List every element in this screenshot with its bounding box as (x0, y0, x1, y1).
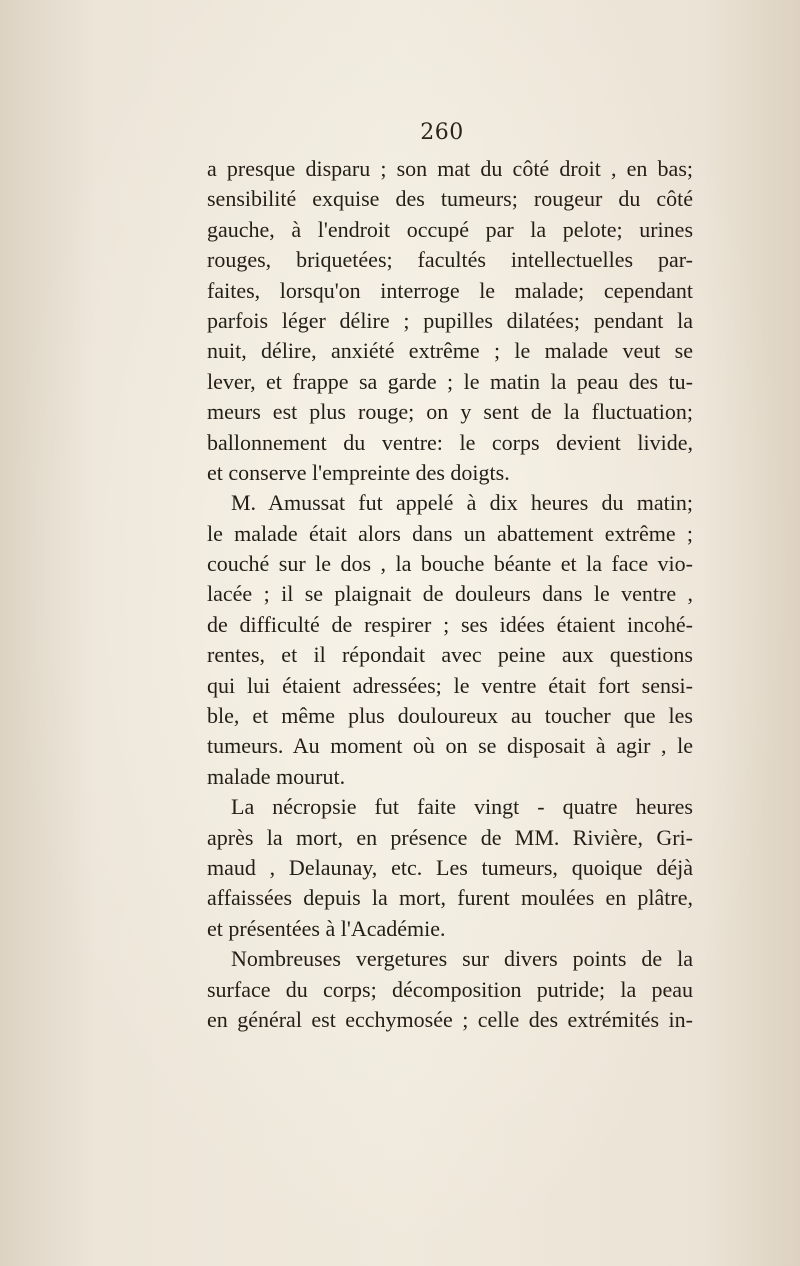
text-line: en général est ecchymosée ; celle des extrémités in- (207, 1006, 693, 1032)
paragraph (207, 488, 693, 792)
body-text (207, 154, 693, 1035)
text-line: qui lui étaient adressées; le ventre était fort sensi- (207, 672, 693, 698)
page-number: 260 (420, 120, 464, 145)
text-line: de difficulté de respirer ; ses idées étaient incohé- (207, 611, 693, 637)
text-line: meurs est plus rouge; on y sent de la fluctuation; (207, 399, 693, 425)
text-line: nuit, délire, anxiété extrême ; le malade veut se (207, 338, 693, 364)
text-line: et conserve l'empreinte des doigts. (207, 459, 510, 485)
text-line: ble, et même plus douloureux au toucher que les (207, 703, 693, 729)
text-line: ballonnement du ventre: le corps devient livide, (207, 429, 693, 455)
text-line: et présentées à l'Académie. (207, 915, 446, 941)
text-line: lever, et frappe sa garde ; le matin la peau des tu- (207, 368, 693, 394)
text-line: surface du corps; décomposition putride; la peau (207, 976, 693, 1002)
text-line: sensibilité exquise des tumeurs; rougeur du côté (207, 186, 693, 212)
text-line: affaissées depuis la mort, furent moulées en plâtre, (207, 885, 693, 911)
text-line: maud , Delaunay, etc. Les tumeurs, quoique déjà (207, 854, 693, 880)
text-line: lacée ; il se plaignait de douleurs dans le ventre , (207, 581, 693, 607)
text-line: parfois léger délire ; pupilles dilatées; pendant la (207, 307, 693, 333)
text-line: gauche, à l'endroit occupé par la pelote; urines (207, 216, 693, 242)
text-line: Nombreuses vergetures sur divers points de la (231, 946, 693, 972)
text-line: après la mort, en présence de MM. Rivière, Gri- (207, 824, 693, 850)
text-line: tumeurs. Au moment où on se disposait à agir , le (207, 733, 693, 759)
text-line: M. Amussat fut appelé à dix heures du matin; (231, 490, 693, 516)
paragraph (207, 154, 693, 488)
paragraph (207, 792, 693, 944)
text-line: faites, lorsqu'on interroge le malade; cependant (207, 277, 693, 303)
text-line: rouges, briquetées; facultés intellectuelles par- (207, 247, 693, 273)
text-line: La nécropsie fut faite vingt - quatre heures (231, 794, 693, 820)
text-line: le malade était alors dans un abattement extrême ; (207, 520, 693, 546)
paragraph (207, 944, 693, 1035)
text-line: malade mourut. (207, 763, 346, 789)
text-line: a presque disparu ; son mat du côté droit , en bas; (207, 156, 693, 181)
text-line: couché sur le dos , la bouche béante et la face vio- (207, 551, 693, 577)
text-line: rentes, et il répondait avec peine aux questions (207, 642, 693, 668)
